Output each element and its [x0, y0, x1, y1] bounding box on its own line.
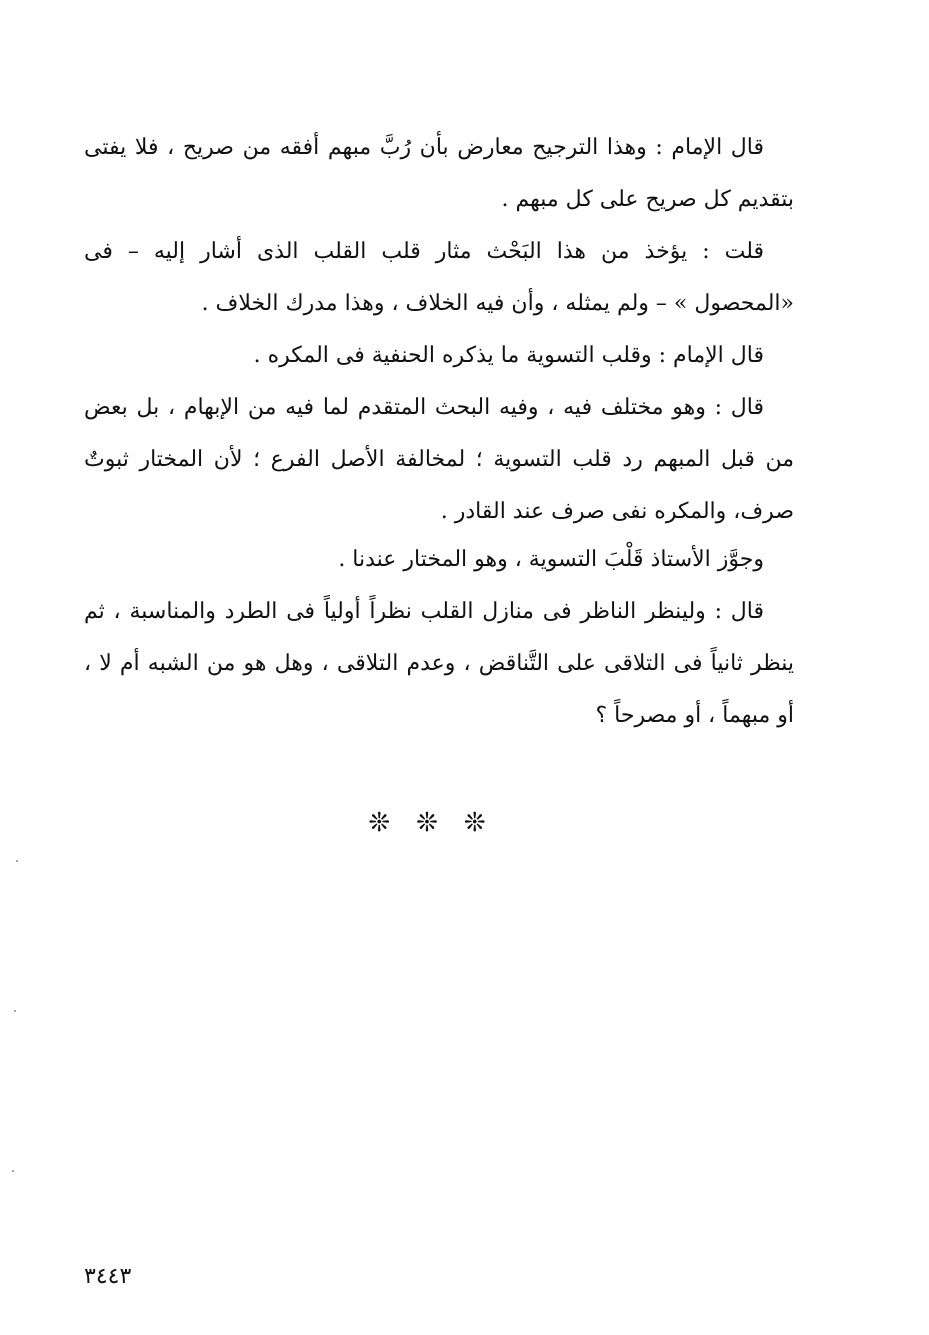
paragraph-3 — [84, 330, 794, 382]
scan-speck — [12, 1170, 14, 1172]
paragraph-1-text: قال الإمام : وهذا الترجيح معارض بأن رُبَّ مبهم أفقه من صريح ، فلا يفتى بتقديم كل صريح على كل مبهم . — [84, 135, 794, 212]
paragraph-3-text: قال الإمام : وقلب التسوية ما يذكره الحنفية فى المكره . — [253, 343, 764, 368]
page-number: ٣٤٤٣ — [84, 1264, 132, 1289]
paragraph-4 — [84, 382, 794, 538]
section-divider-ornaments: ❊❊❊ — [368, 808, 512, 838]
paragraph-6 — [84, 586, 794, 742]
paragraph-6-text: قال : ولينظر الناظر فى منازل القلب نظراً أولياً فى الطرد والمناسبة ، ثم ينظر ثانياً فى التلاقى على التَّناقض ، وعدم التلاقى ، وهل هو من الشبه أم لا ، أو مبهماً ، أو مصرحاً ؟ — [84, 599, 794, 728]
paragraph-5 — [84, 534, 794, 586]
paragraph-4-text: قال : وهو مختلف فيه ، وفيه البحث المتقدم لما فيه من الإبهام ، بل بعض من قبل المبهم رد قلب التسوية ؛ لمخالفة الأصل الفرع ؛ لأن المختار ثبوتٌ صرف، والمكره نفى صرف عند القادر . — [84, 395, 794, 524]
paragraph-1 — [84, 122, 794, 226]
paragraph-5-text: وجوَّز الأستاذ قَلْبَ التسوية ، وهو المختار عندنا . — [338, 547, 764, 572]
scan-speck — [14, 1010, 16, 1012]
paragraph-2-text: قلت : يؤخذ من هذا البَحْث مثار قلب القلب الذى أشار إليه – فى «المحصول » – ولم يمثله ، وأن فيه الخلاف ، وهذا مدرك الخلاف . — [84, 239, 794, 316]
scan-speck — [16, 860, 18, 862]
paragraph-2 — [84, 226, 794, 330]
